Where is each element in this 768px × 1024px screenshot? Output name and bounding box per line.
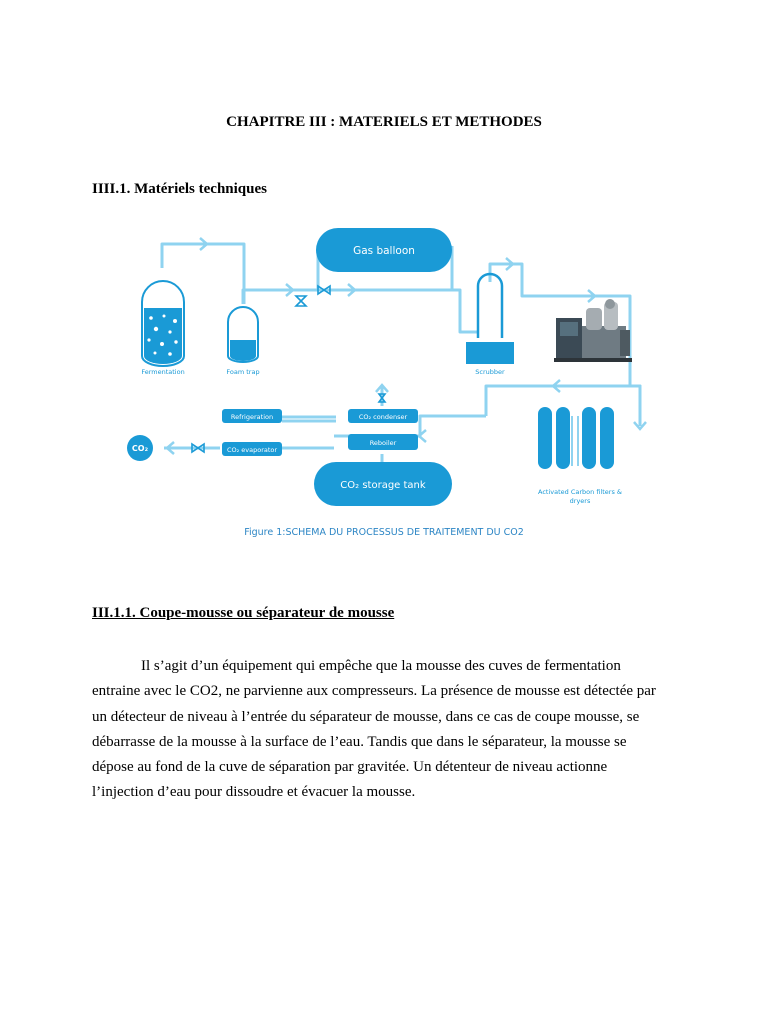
reboiler-box: [348, 434, 418, 450]
co2-outlet: [127, 435, 153, 461]
pipe-fermentation-out: [162, 244, 244, 304]
co2-condenser-label: CO₂ condenser: [358, 413, 408, 421]
refrigeration-box: [222, 409, 282, 423]
gas-balloon: [316, 228, 452, 272]
paragraph-line: Il s’agit d’un équipement qui empêche que la mousse des cuves de fermentation: [141, 658, 621, 674]
section-heading: IIII.1. Matériels techniques: [92, 181, 267, 197]
paragraph-line: débarrasse de la mousse à la surface de l’eau. Tandis que dans le séparateur, la mousse se: [92, 733, 627, 750]
fermentation-label: Fermentation: [141, 368, 185, 376]
co2-storage-tank: [314, 462, 452, 506]
foam-trap-label: Foam trap: [226, 368, 260, 376]
co2-evaporator-box: [222, 442, 282, 456]
paragraph-line: un détecteur de niveau à l’entrée du séparateur de mousse, dans ce cas de coupe mousse, se: [92, 708, 640, 725]
gas-balloon-label: Gas balloon: [353, 245, 415, 257]
fermentation-tank: [141, 281, 184, 376]
valve-icon: [296, 296, 306, 306]
figure-caption: Figure 1:SCHEMA DU PROCESSUS DE TRAITEMENT DU CO2: [244, 527, 524, 538]
refrigeration-label: Refrigeration: [230, 413, 274, 421]
paragraph-line: l’injection d’eau pour dissoudre et évacuer la mousse.: [92, 784, 416, 801]
co2-condenser-box: [348, 409, 418, 423]
chapter-title: CHAPITRE III : MATERIELS ET METHODES: [226, 114, 542, 130]
co2-storage-tank-label: CO₂ storage tank: [340, 480, 426, 491]
process-diagram: [120, 226, 676, 522]
scrubber: [466, 274, 514, 376]
filters-label-line2: dryers: [569, 497, 591, 505]
foam-trap: [226, 307, 259, 376]
paragraph-line: dépose au fond de la cuve de séparation par gravitée. Un détenteur de niveau actionne: [92, 759, 608, 776]
co2-outlet-label: CO₂: [131, 444, 149, 453]
activated-carbon-filters: [538, 407, 622, 505]
compressor-icon: [554, 299, 632, 362]
reboiler-label: Reboiler: [369, 439, 397, 447]
pipe-to-scrubber: [452, 290, 478, 332]
co2-evaporator-label: CO₂ evaporator: [226, 446, 278, 454]
paragraph-line: entraine avec le CO2, ne parvienne aux compresseurs. La présence de mousse est détectée par: [92, 683, 656, 700]
valves: [192, 286, 385, 452]
filters-label-line1: Activated Carbon filters &: [538, 488, 622, 496]
subsection-heading: III.1.1. Coupe-mousse ou séparateur de mousse: [92, 605, 395, 621]
body-paragraph: [92, 654, 678, 806]
scrubber-label: Scrubber: [475, 368, 505, 376]
